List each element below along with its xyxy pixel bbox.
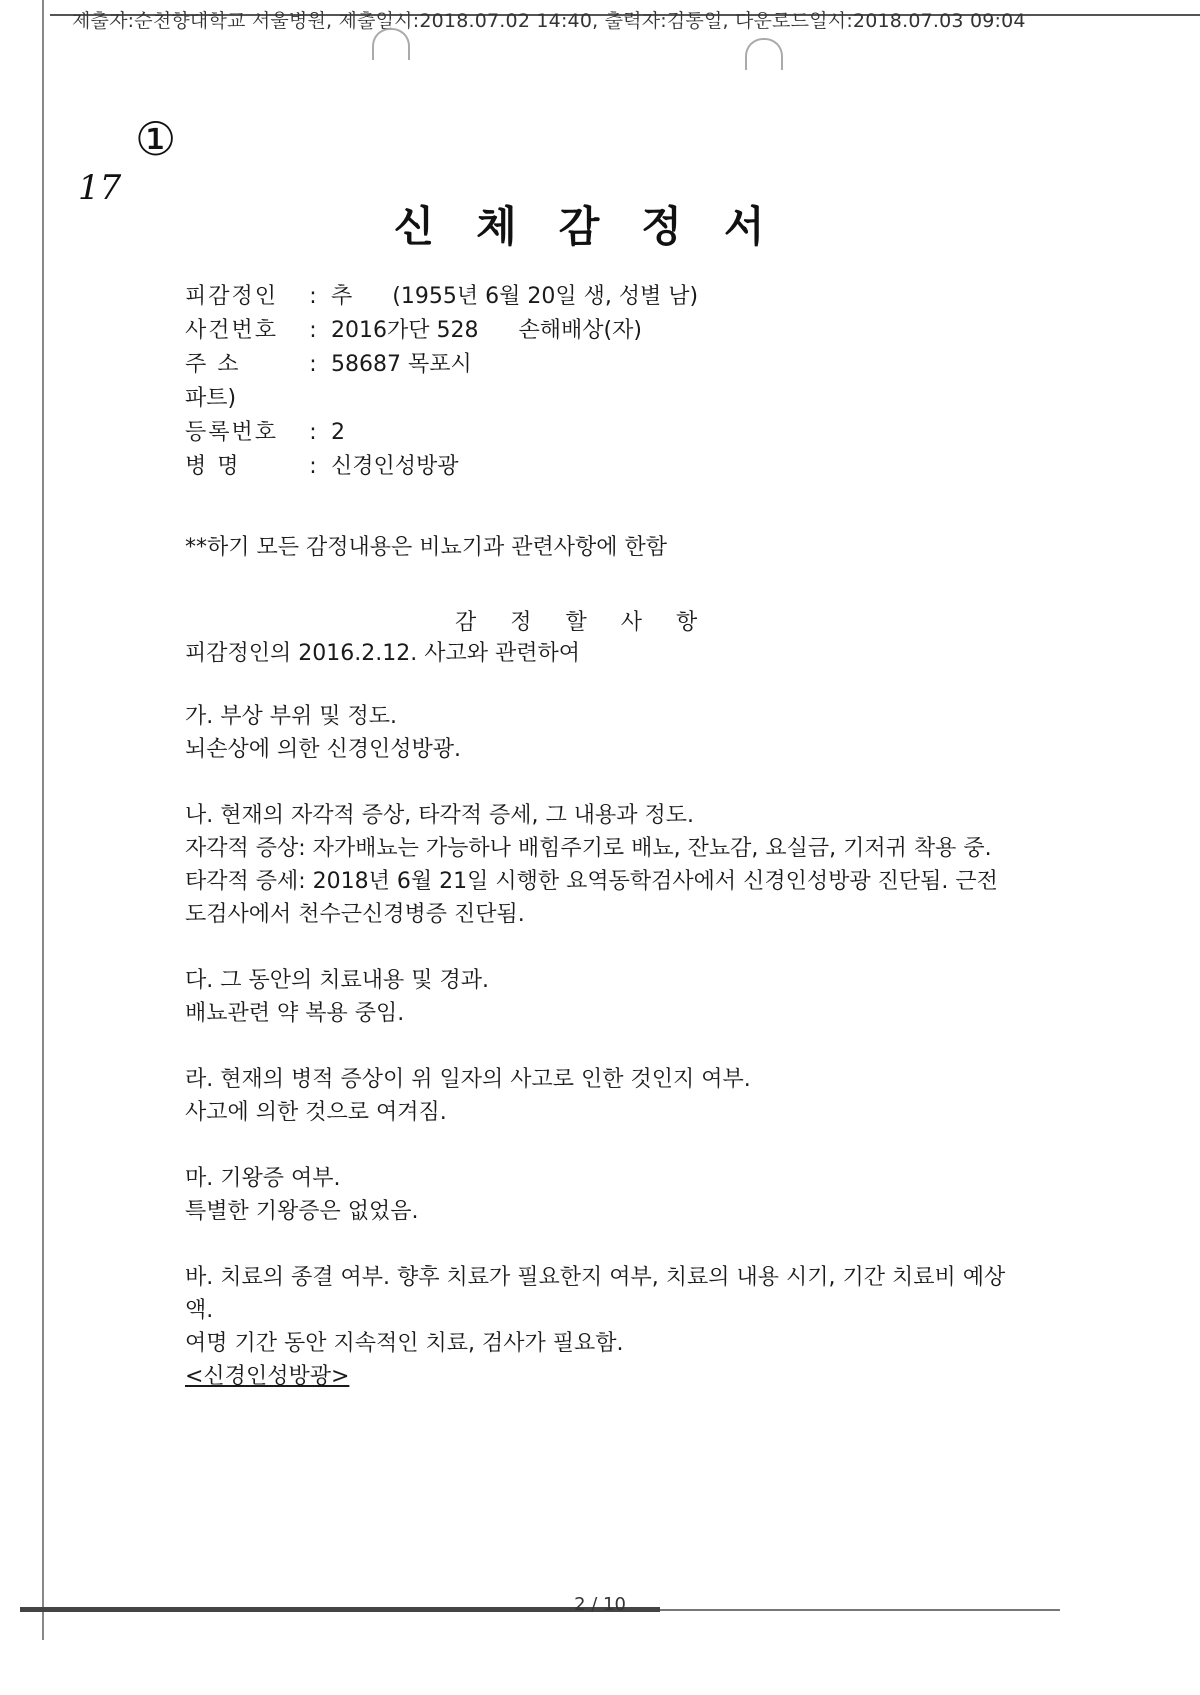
item-text: 타각적 증세: 2018년 6월 21일 시행한 요역동학검사에서 신경인성방광 진단됨. 근전도검사에서 천수근신경병증 진단됨.	[185, 869, 998, 927]
assessment-item	[185, 799, 1015, 931]
info-separator: :	[309, 454, 317, 479]
item-heading: 마. 기왕증 여부.	[185, 1166, 341, 1191]
info-value: 2016가단 528	[331, 318, 479, 343]
info-row	[185, 314, 698, 348]
item-heading: 바. 치료의 종결 여부. 향후 치료가 필요한지 여부, 치료의 내용 시기, 기간 치료비 예상액.	[185, 1265, 1006, 1323]
info-row	[185, 348, 698, 382]
diagnosis-label: <신경인성방광>	[185, 1364, 350, 1389]
page-number: 2 / 10	[574, 1594, 626, 1615]
section-title: 감정할사항	[455, 610, 732, 635]
info-key: 병 명	[185, 454, 241, 479]
assessment-items	[185, 700, 1015, 1426]
item-heading: 가. 부상 부위 및 정도.	[185, 704, 397, 729]
info-extra: (1955년 6월 20일 생, 성별 남)	[392, 284, 699, 309]
patient-info-block	[185, 280, 698, 484]
item-text: 특별한 기왕증은 없었음.	[185, 1199, 419, 1224]
item-text: 자각적 증상: 자가배뇨는 가능하나 배힘주기로 배뇨, 잔뇨감, 요실금, 기저귀 착용 중.	[185, 836, 992, 861]
info-separator: :	[309, 420, 317, 445]
info-separator: :	[309, 352, 317, 377]
assessment-item	[185, 700, 1015, 766]
assessment-item	[185, 964, 1015, 1030]
intro-text: 피감정인의 2016.2.12. 사고와 관련하여	[185, 641, 580, 666]
info-row	[185, 382, 698, 416]
assessment-item	[185, 1162, 1015, 1228]
item-text: 여명 기간 동안 지속적인 치료, 검사가 필요함.	[185, 1331, 624, 1356]
scope-note: **하기 모든 감정내용은 비뇨기과 관련사항에 한함	[185, 535, 668, 560]
assessment-item	[185, 1261, 1015, 1393]
punch-hole-mark	[745, 38, 783, 70]
info-row	[185, 416, 698, 450]
item-heading: 라. 현재의 병적 증상이 위 일자의 사고로 인한 것인지 여부.	[185, 1067, 751, 1092]
info-value: 추	[331, 284, 353, 309]
info-value: 2	[331, 420, 345, 445]
info-separator: :	[309, 284, 317, 309]
handwritten-number-mark: 17	[78, 168, 122, 208]
item-heading: 다. 그 동안의 치료내용 및 경과.	[185, 968, 489, 993]
punch-hole-mark	[372, 28, 410, 60]
info-row	[185, 280, 698, 314]
item-text: 배뇨관련 약 복용 중임.	[185, 1001, 405, 1026]
info-separator: :	[309, 318, 317, 343]
info-value: 58687 목포시	[331, 352, 472, 377]
info-key: 주 소	[185, 352, 241, 377]
info-key: 등록번호	[185, 420, 279, 445]
info-key: 피감정인	[185, 284, 279, 309]
assessment-item	[185, 1063, 1015, 1129]
submission-stamp: 제출자:순천향대학교 서울병원, 제출일시:2018.07.02 14:40, 출력자:김동일, 다운로드일시:2018.07.03 09:04	[72, 10, 1026, 32]
info-row	[185, 450, 698, 484]
item-heading: 나. 현재의 자각적 증상, 타각적 증세, 그 내용과 정도.	[185, 803, 694, 828]
info-extra: 손해배상(자)	[518, 318, 642, 343]
info-key: 사건번호	[185, 318, 279, 343]
document-title: 신체감정서	[393, 202, 807, 251]
item-text: 사고에 의한 것으로 여겨짐.	[185, 1100, 447, 1125]
item-text: 뇌손상에 의한 신경인성방광.	[185, 737, 462, 762]
info-value: 신경인성방광	[331, 454, 459, 479]
info-value: 파트)	[185, 386, 237, 411]
handwritten-circle-mark: ①	[135, 112, 177, 166]
